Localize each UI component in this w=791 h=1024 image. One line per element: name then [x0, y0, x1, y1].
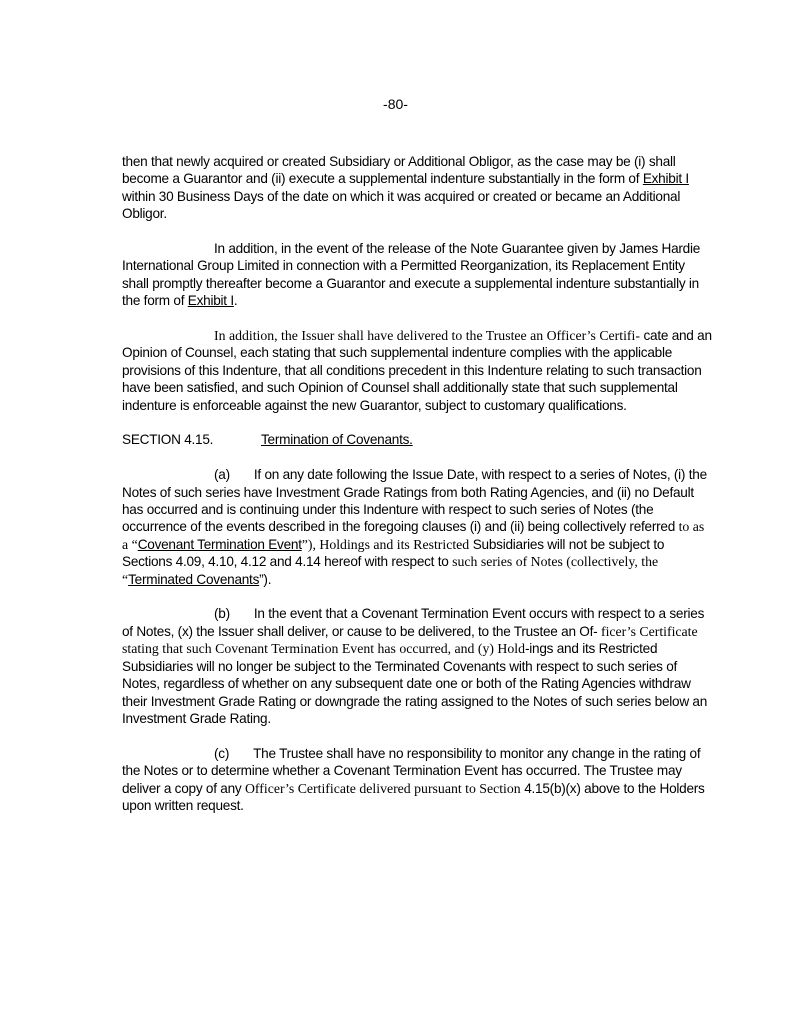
paragraph-text: The Trustee shall have no responsibility to monitor any change in the rating of the Notes or to determine whether a Covenant Termination Event has occurred. The Trustee may deliver a copy of any: [122, 745, 701, 796]
paragraph-text: ”), Holdings and its Restricted: [301, 536, 470, 552]
defined-term: Covenant Termination Event: [137, 536, 302, 552]
paragraph-officers-certificate: [122, 327, 712, 414]
section-heading: [122, 431, 712, 448]
paragraph-text: cate and an Opinion of Counsel, each stating that such supplemental indenture complies with the applicable provisions of this Indenture, that all conditions precedent in this Indenture relating to such transaction have been satisfied, and such Opinion of Counsel shall additionally state that such supplemental indenture is enforceable against the new Guarantor, subject to customary qualifications.: [122, 328, 712, 413]
paragraph-text: In addition, in the event of the release of the Note Guarantee given by James Hardie International Group Limited in connection with a Permitted Reorganization, its Replacement Entity shall promptly thereafter become a Guarantor and execute a supplemental indenture substantially in the form of: [122, 241, 701, 309]
paragraph-text: In the event that a Covenant Termination Event occurs with respect to a series of Notes, (x) the Issuer shall deliver, or cause to be delivered, to the Trustee an Of-: [122, 606, 705, 639]
paragraph-replacement-entity: [122, 240, 712, 310]
page-number: -80-: [383, 96, 408, 112]
paragraph-text: Subsidiaries will not be subject to Sections 4.09, 4.10, 4.12 and 4.14 hereof with respect to: [122, 536, 665, 570]
defined-term: Terminated Covenants: [128, 571, 260, 587]
paragraph-text: to as a “: [122, 519, 705, 552]
paragraph-b: [122, 605, 712, 727]
paragraph-a: [122, 466, 712, 588]
document-body: [122, 153, 712, 832]
paragraph-text: In addition, the Issuer shall have delivered to the Trustee an Officer’s Certifi-: [214, 328, 640, 344]
section-number: SECTION 4.15.: [122, 432, 214, 448]
paragraph-text: ”).: [259, 571, 272, 587]
exhibit-reference: Exhibit I: [187, 293, 234, 309]
clause-label: (c): [214, 745, 230, 761]
paragraph-text: Officer’s Certificate delivered pursuant to Section: [244, 780, 521, 796]
paragraph-text: If on any date following the Issue Date, with respect to a series of Notes, (i) the Notes of such series have Investment Grade Ratings from both Rating Agencies, and (ii) no Default has occurred and is continuing under this Indenture with respect to such series of Notes (the occurrence of the events described in the foregoing clauses (i) and (ii) being collectively referred: [122, 467, 707, 535]
paragraph-text: within 30 Business Days of the date on which it was acquired or created or became an Additional Obligor.: [122, 188, 681, 222]
exhibit-reference: Exhibit I: [642, 171, 689, 187]
paragraph-text: .: [233, 293, 238, 309]
paragraph-text: then that newly acquired or created Subsidiary or Additional Obligor, as the case may be (i) shall become a Guarantor and (ii) execute a supplemental indenture substantially in the form of: [122, 154, 676, 187]
paragraph-text: -ings and its Restricted Subsidiaries will no longer be subject to the Terminated Covenants with respect to such series of Notes, regardless of whether on any subsequent date one or both of the Rating Agencies withdraw their Investment Grade Rating or downgrade the rating assigned to the Notes of such series below an Investment Grade Rating.: [122, 641, 708, 726]
clause-label: (b): [214, 606, 230, 622]
paragraph-subsidiary-guarantor: [122, 153, 712, 223]
section-title: Termination of Covenants.: [261, 432, 413, 448]
paragraph-text: such series of Notes (collectively, the “: [122, 554, 659, 587]
paragraph-text: 4.15(b)(x) above to the Holders upon written request.: [122, 780, 705, 813]
paragraph-text: ficer’s Certificate stating that such Covenant Termination Event has occurred, and (y) Hold: [122, 623, 698, 657]
paragraph-c: [122, 745, 712, 815]
clause-label: (a): [214, 467, 230, 483]
